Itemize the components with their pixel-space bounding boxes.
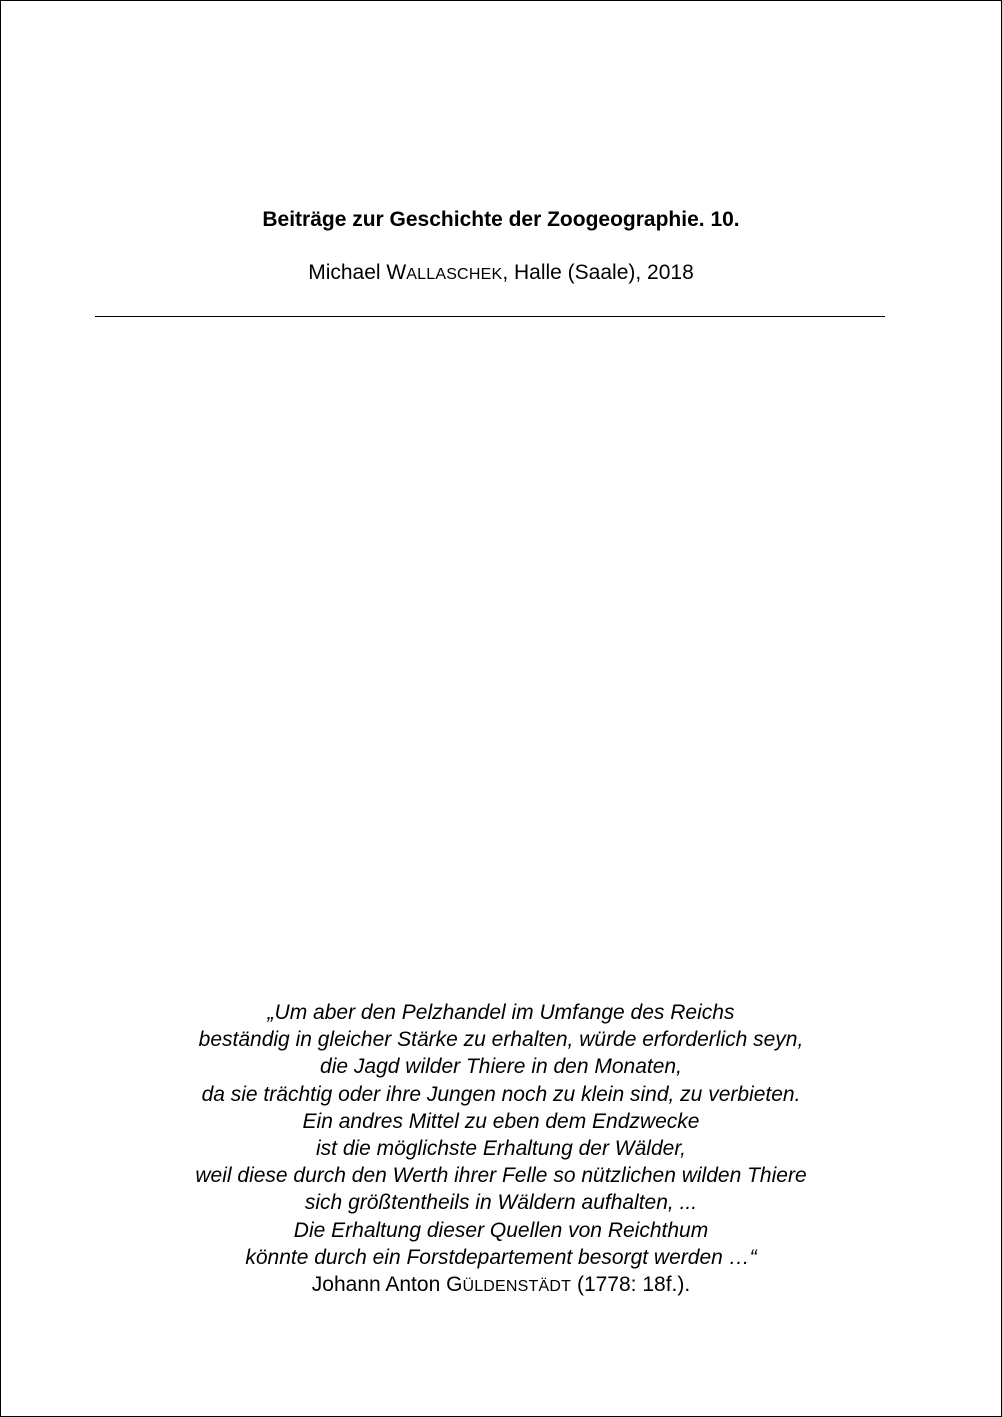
epigraph-quote <box>1 999 1001 1271</box>
quote-line: ist die möglichste Erhaltung der Wälder, <box>315 1137 686 1161</box>
title-divider <box>95 316 885 317</box>
author-surname-initial: W <box>386 261 407 284</box>
quote-line: sich größtentheils in Wäldern aufhalten, ... <box>304 1191 698 1215</box>
attribution-surname-initial: G <box>446 1273 463 1296</box>
quote-line: beständig in gleicher Stärke zu erhalten, würde erforderlich seyn, <box>198 1028 804 1052</box>
quote-line: da sie trächtig oder ihre Jungen noch zu klein sind, zu verbieten. <box>201 1082 801 1106</box>
author-suffix: , Halle (Saale), 2018 <box>502 261 694 284</box>
author-line <box>1 259 1001 289</box>
attribution-citation: (1778: 18f.). <box>571 1273 691 1296</box>
attribution-surname-rest: ÜLDENSTÄDT <box>462 1278 572 1295</box>
quote-attribution <box>1 1271 1001 1300</box>
quote-line: die Jagd wilder Thiere in den Monaten, <box>320 1055 682 1079</box>
quote-line: Die Erhaltung dieser Quellen von Reichthum <box>293 1218 709 1242</box>
quote-line: könnte durch ein Forstdepartement besorgt werden …“ <box>245 1245 757 1269</box>
author-first-name: Michael <box>308 261 381 284</box>
document-title: Beiträge zur Geschichte der Zoogeographie. 10. <box>262 208 740 231</box>
author-surname-rest: ALLASCHEK <box>406 266 503 283</box>
attribution-given-names: Johann Anton <box>311 1273 447 1296</box>
quote-line: Ein andres Mittel zu eben dem Endzwecke <box>302 1109 700 1133</box>
quote-line: „Um aber den Pelzhandel im Umfange des Reichs <box>267 1001 735 1024</box>
quote-line: weil diese durch den Werth ihrer Felle so nützlichen wilden Thiere <box>195 1164 807 1188</box>
